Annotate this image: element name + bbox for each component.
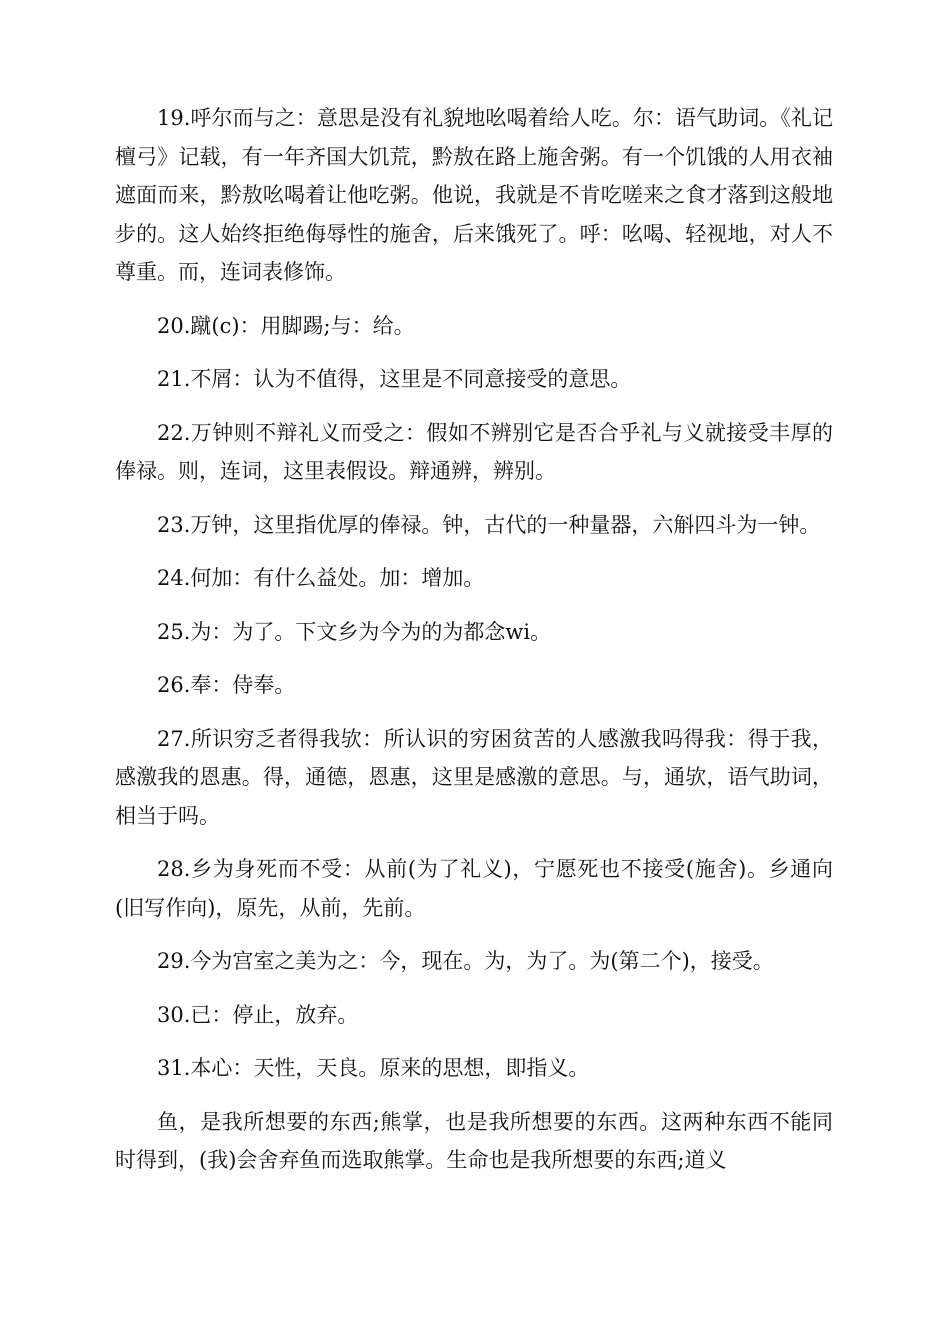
- note-19: 19.呼尔而与之：意思是没有礼貌地吆喝着给人吃。尔：语气助词。《礼记檀弓》记载，有一年齐国大饥荒，黔敖在路上施舍粥。有一个饥饿的人用衣袖遮面而来，黔敖吆喝着让他吃粥。他说，我就是不肯吃嗟来之食才落到这般地步的。这人始终拒绝侮辱性的施舍，后来饿死了。呼：吆喝、轻视地，对人不尊重。而，连词表修饰。: [115, 106, 833, 284]
- note-26: 26.奉：侍奉。: [157, 673, 296, 697]
- document-page: [115, 99, 833, 1195]
- note-21: 21.不屑：认为不值得，这里是不同意接受的意思。: [157, 367, 632, 391]
- note-23: 23.万钟，这里指优厚的俸禄。钟，古代的一种量器，六斛四斗为一钟。: [157, 512, 821, 537]
- note-27: 27.所识穷乏者得我欤：所认识的穷困贫苦的人感激我吗得我：得于我，感激我的恩惠。得，通德，恩惠，这里是感激的意思。与，通欤，语气助词，相当于吗。: [115, 726, 833, 828]
- note-20: 20.蹴(c)：用脚踢;与：给。: [157, 313, 415, 338]
- translation-paragraph: 鱼，是我所想要的东西;熊掌，也是我所想要的东西。这两种东西不能同时得到，(我)会舍弃鱼而选取熊掌。生命也是我所想要的东西;道义: [115, 1109, 833, 1172]
- note-30: 30.已：停止，放弃。: [157, 1002, 359, 1027]
- note-22: 22.万钟则不辩礼义而受之：假如不辨别它是否合乎礼与义就接受丰厚的俸禄。则，连词，这里表假设。辩通辨，辨别。: [115, 420, 833, 483]
- note-29: 29.今为宫室之美为之：今，现在。为，为了。为(第二个)，接受。: [157, 949, 774, 973]
- note-25: 25.为：为了。下文乡为今为的为都念wi。: [157, 619, 552, 644]
- note-24: 24.何加：有什么益处。加：增加。: [157, 566, 485, 590]
- note-28: 28.乡为身死而不受：从前(为了礼义)，宁愿死也不接受(施舍)。乡通向(旧写作向)，原先，从前，先前。: [115, 857, 833, 920]
- note-31: 31.本心：天性，天良。原来的思想，即指义。: [157, 1056, 590, 1080]
